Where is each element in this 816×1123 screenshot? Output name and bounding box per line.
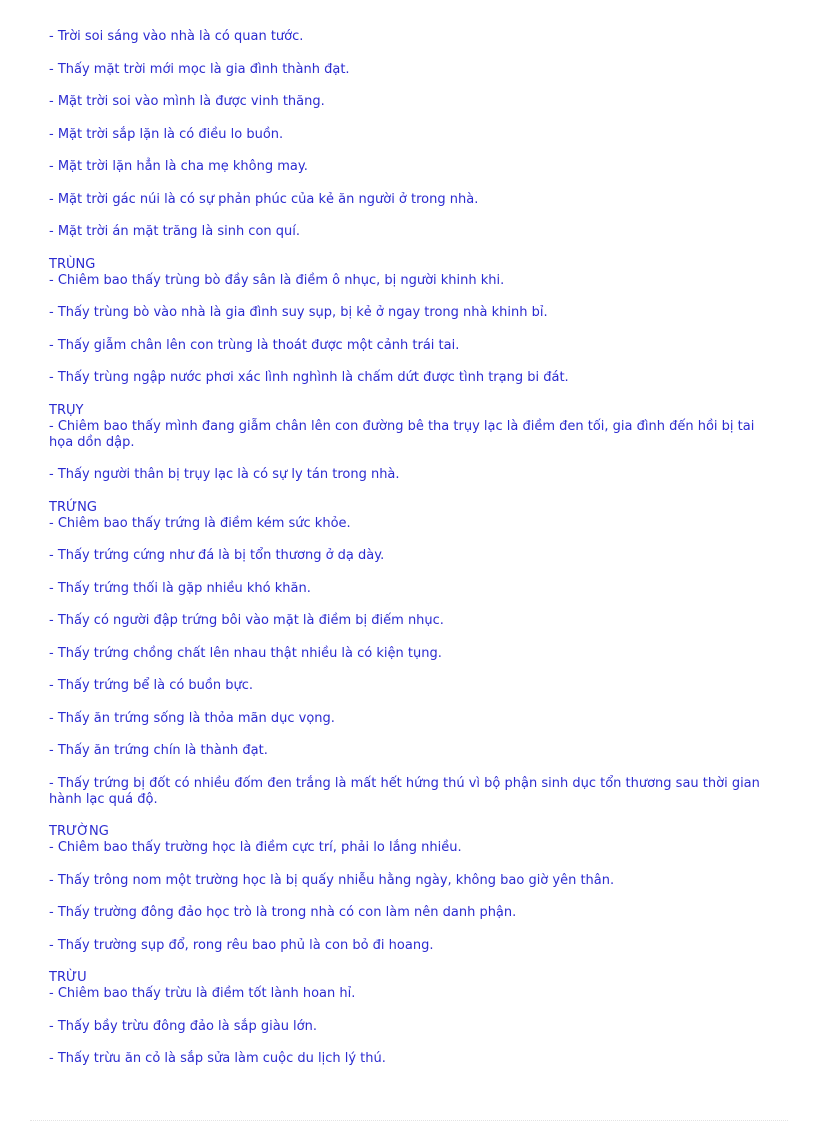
entry: - Mặt trời soi vào mình là được vinh thăng. xyxy=(49,94,325,109)
section-heading: TRỪU xyxy=(49,970,87,985)
entry: - Thấy có người đập trứng bôi vào mặt là điềm bị điếm nhục. xyxy=(49,613,444,628)
entry: - Thấy trứng cứng như đá là bị tổn thương ở dạ dày. xyxy=(49,548,385,563)
section-sun xyxy=(49,29,779,240)
entry: - Chiêm bao thấy trùng bò đầy sân là điềm ô nhục, bị người khinh khi. xyxy=(49,272,505,288)
entry: - Chiêm bao thấy trường học là điềm cực trí, phải lo lắng nhiều. xyxy=(49,840,462,855)
entry: - Thấy trùng ngập nước phơi xác lình nghình là chấm dứt được tình trạng bi đát. xyxy=(49,370,569,385)
entry: - Thấy trứng bể là có buồn bực. xyxy=(49,678,254,693)
entry: - Thấy trứng thối là gặp nhiều khó khăn. xyxy=(49,580,311,596)
section-truy xyxy=(49,403,779,484)
entry: - Thấy trứng chồng chất lên nhau thật nhiều là có kiện tụng. xyxy=(49,645,442,661)
entry: - Thấy giẫm chân lên con trùng là thoát được một cảnh trái tai. xyxy=(49,337,460,353)
section-heading: TRỤY xyxy=(49,402,84,418)
section-heading: TRỨNG xyxy=(49,499,97,515)
entry: - Thấy trường sụp đổ, rong rêu bao phủ là con bỏ đi hoang. xyxy=(49,937,434,953)
section-truu xyxy=(49,970,779,1067)
entry: - Thấy trường đông đảo học trò là trong nhà có con làm nên danh phận. xyxy=(49,905,517,920)
entry: - Thấy mặt trời mới mọc là gia đình thành đạt. xyxy=(49,61,350,77)
entry: - Thấy người thân bị trụy lạc là có sự ly tán trong nhà. xyxy=(49,467,400,482)
entry: - Thấy trông nom một trường học là bị quấy nhiễu hằng ngày, không bao giờ yên thân. xyxy=(49,872,615,888)
entry: - Chiêm bao thấy trứng là điềm kém sức khỏe. xyxy=(49,515,351,531)
section-trung-worm xyxy=(49,257,779,387)
entry: - Thấy trứng bị đốt có nhiều đốm đen trắng là mất hết hứng thú vì bộ phận sinh dục tổn thương sau thời gian hành lạc quá độ. xyxy=(49,775,760,807)
entry: - Mặt trời sắp lặn là có điều lo buồn. xyxy=(49,126,284,142)
entry: - Mặt trời gác núi là có sự phản phúc của kẻ ăn người ở trong nhà. xyxy=(49,191,479,207)
entry: - Thấy ăn trứng sống là thỏa mãn dục vọng. xyxy=(49,710,335,726)
entry: - Mặt trời lặn hẳn là cha mẹ không may. xyxy=(49,159,308,174)
section-trung-egg xyxy=(49,500,779,808)
section-heading: TRƯỜNG xyxy=(49,824,109,839)
document-body xyxy=(49,29,779,1084)
entry: - Chiêm bao thấy mình đang giẫm chân lên con đường bê tha trụy lạc là điềm đen tối, gia đình đến hồi bị tai họa dồn dập. xyxy=(49,418,755,450)
section-truong xyxy=(49,824,779,954)
entry: - Thấy bầy trừu đông đảo là sắp giàu lớn. xyxy=(49,1018,317,1034)
entry: - Thấy trừu ăn cỏ là sắp sửa làm cuộc du lịch lý thú. xyxy=(49,1051,386,1066)
entry: - Thấy ăn trứng chín là thành đạt. xyxy=(49,743,268,758)
page-bottom-rule xyxy=(30,1120,788,1121)
entry: - Mặt trời án mặt trăng là sinh con quí. xyxy=(49,224,301,239)
entry: - Trời soi sáng vào nhà là có quan tước. xyxy=(49,29,304,44)
entry: - Thấy trùng bò vào nhà là gia đình suy sụp, bị kẻ ở ngay trong nhà khinh bỉ. xyxy=(49,305,548,320)
entry: - Chiêm bao thấy trừu là điềm tốt lành hoan hỉ. xyxy=(49,986,356,1001)
section-heading: TRÙNG xyxy=(49,256,96,272)
